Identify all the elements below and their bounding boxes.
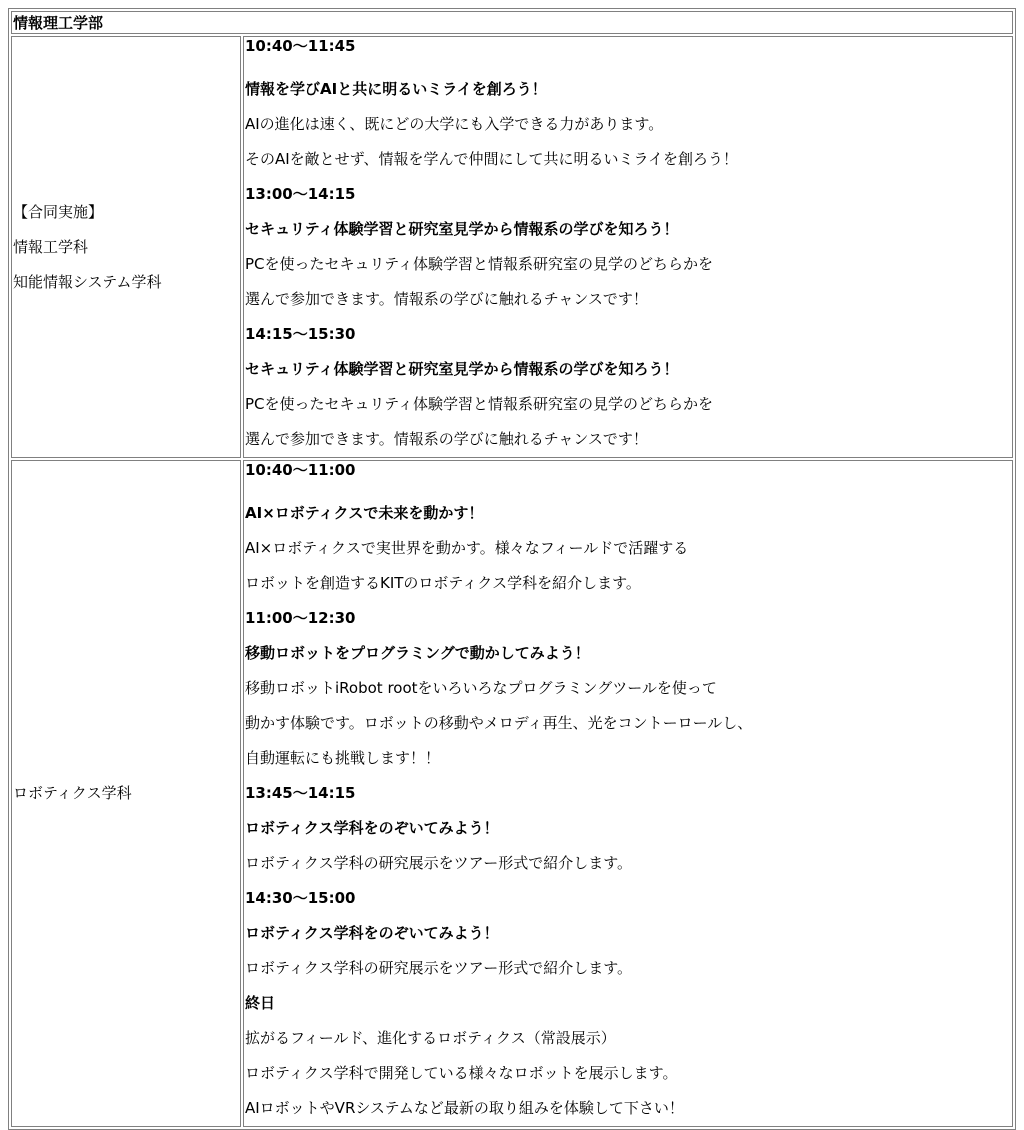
program-description: ロボティクス学科の研究展示をツアー形式で紹介します。	[245, 854, 633, 872]
program-description: AIの進化は速く、既にどの大学にも入学できる力があります。	[245, 115, 664, 133]
program-description: 選んで参加できます。情報系の学びに触れるチャンスです！	[245, 290, 648, 308]
program-description: AIロボットやVRシステムなど最新の取り組みを体験して下さい！	[245, 1099, 684, 1117]
program-title: ロボティクス学科をのぞいてみよう！	[245, 924, 499, 942]
program-description: PCを使ったセキュリティ体験学習と情報系研究室の見学のどちらかを	[245, 255, 714, 273]
department-label: ロボティクス学科	[13, 784, 132, 802]
program-description: ロボットを創造するKITのロボティクス学科を紹介します。	[245, 574, 641, 592]
department-cell-robotics	[11, 460, 241, 1127]
program-description: 移動ロボットiRobot rootをいろいろなプログラミングツールを使って	[245, 679, 717, 697]
department-label: 【合同実施】	[13, 202, 104, 221]
department-label: 情報工学科	[13, 237, 89, 256]
program-description: 自動運転にも挑戦します！！	[245, 749, 441, 767]
faculty-title: 情報理工学部	[11, 11, 1013, 34]
faculty-header-row	[11, 11, 1013, 34]
department-label: 知能情報システム学科	[13, 272, 162, 291]
program-time: 10:40〜11:00	[245, 461, 356, 479]
program-description: AI×ロボティクスで実世界を動かす。様々なフィールドで活躍する	[245, 539, 689, 557]
program-description: ロボティクス学科で開発している様々なロボットを展示します。	[245, 1064, 678, 1082]
program-time: 14:30〜15:00	[245, 889, 356, 907]
program-description: ロボティクス学科の研究展示をツアー形式で紹介します。	[245, 959, 633, 977]
program-time: 10:40〜11:45	[245, 37, 356, 55]
program-description: PCを使ったセキュリティ体験学習と情報系研究室の見学のどちらかを	[245, 395, 714, 413]
program-title: 拡がるフィールド、進化するロボティクス（常設展示）	[245, 1029, 616, 1047]
program-time: 14:15〜15:30	[245, 325, 356, 343]
program-description: そのAIを敵とせず、情報を学んで仲間にして共に明るいミライを創ろう！	[245, 150, 739, 168]
program-title: 移動ロボットをプログラミングで動かしてみよう！	[245, 644, 590, 662]
program-time: 終日	[245, 994, 276, 1012]
program-title: 情報を学びAIと共に明るいミライを創ろう！	[245, 80, 547, 98]
department-cell-info	[11, 36, 241, 458]
department-row	[11, 460, 1013, 1127]
department-row	[11, 36, 1013, 458]
faculty-schedule-table	[8, 8, 1016, 1130]
program-title: セキュリティ体験学習と研究室見学から情報系の学びを知ろう！	[245, 220, 679, 238]
program-title: セキュリティ体験学習と研究室見学から情報系の学びを知ろう！	[245, 360, 679, 378]
program-time: 13:45〜14:15	[245, 784, 356, 802]
program-title: AI×ロボティクスで未来を動かす！	[245, 504, 484, 522]
program-list-info	[243, 36, 1013, 458]
program-description: 選んで参加できます。情報系の学びに触れるチャンスです！	[245, 430, 648, 448]
program-list-robotics	[243, 460, 1013, 1127]
program-title: ロボティクス学科をのぞいてみよう！	[245, 819, 499, 837]
program-description: 動かす体験です。ロボットの移動やメロディ再生、光をコントーロールし、	[245, 714, 753, 732]
program-time: 13:00〜14:15	[245, 185, 356, 203]
program-time: 11:00〜12:30	[245, 609, 356, 627]
